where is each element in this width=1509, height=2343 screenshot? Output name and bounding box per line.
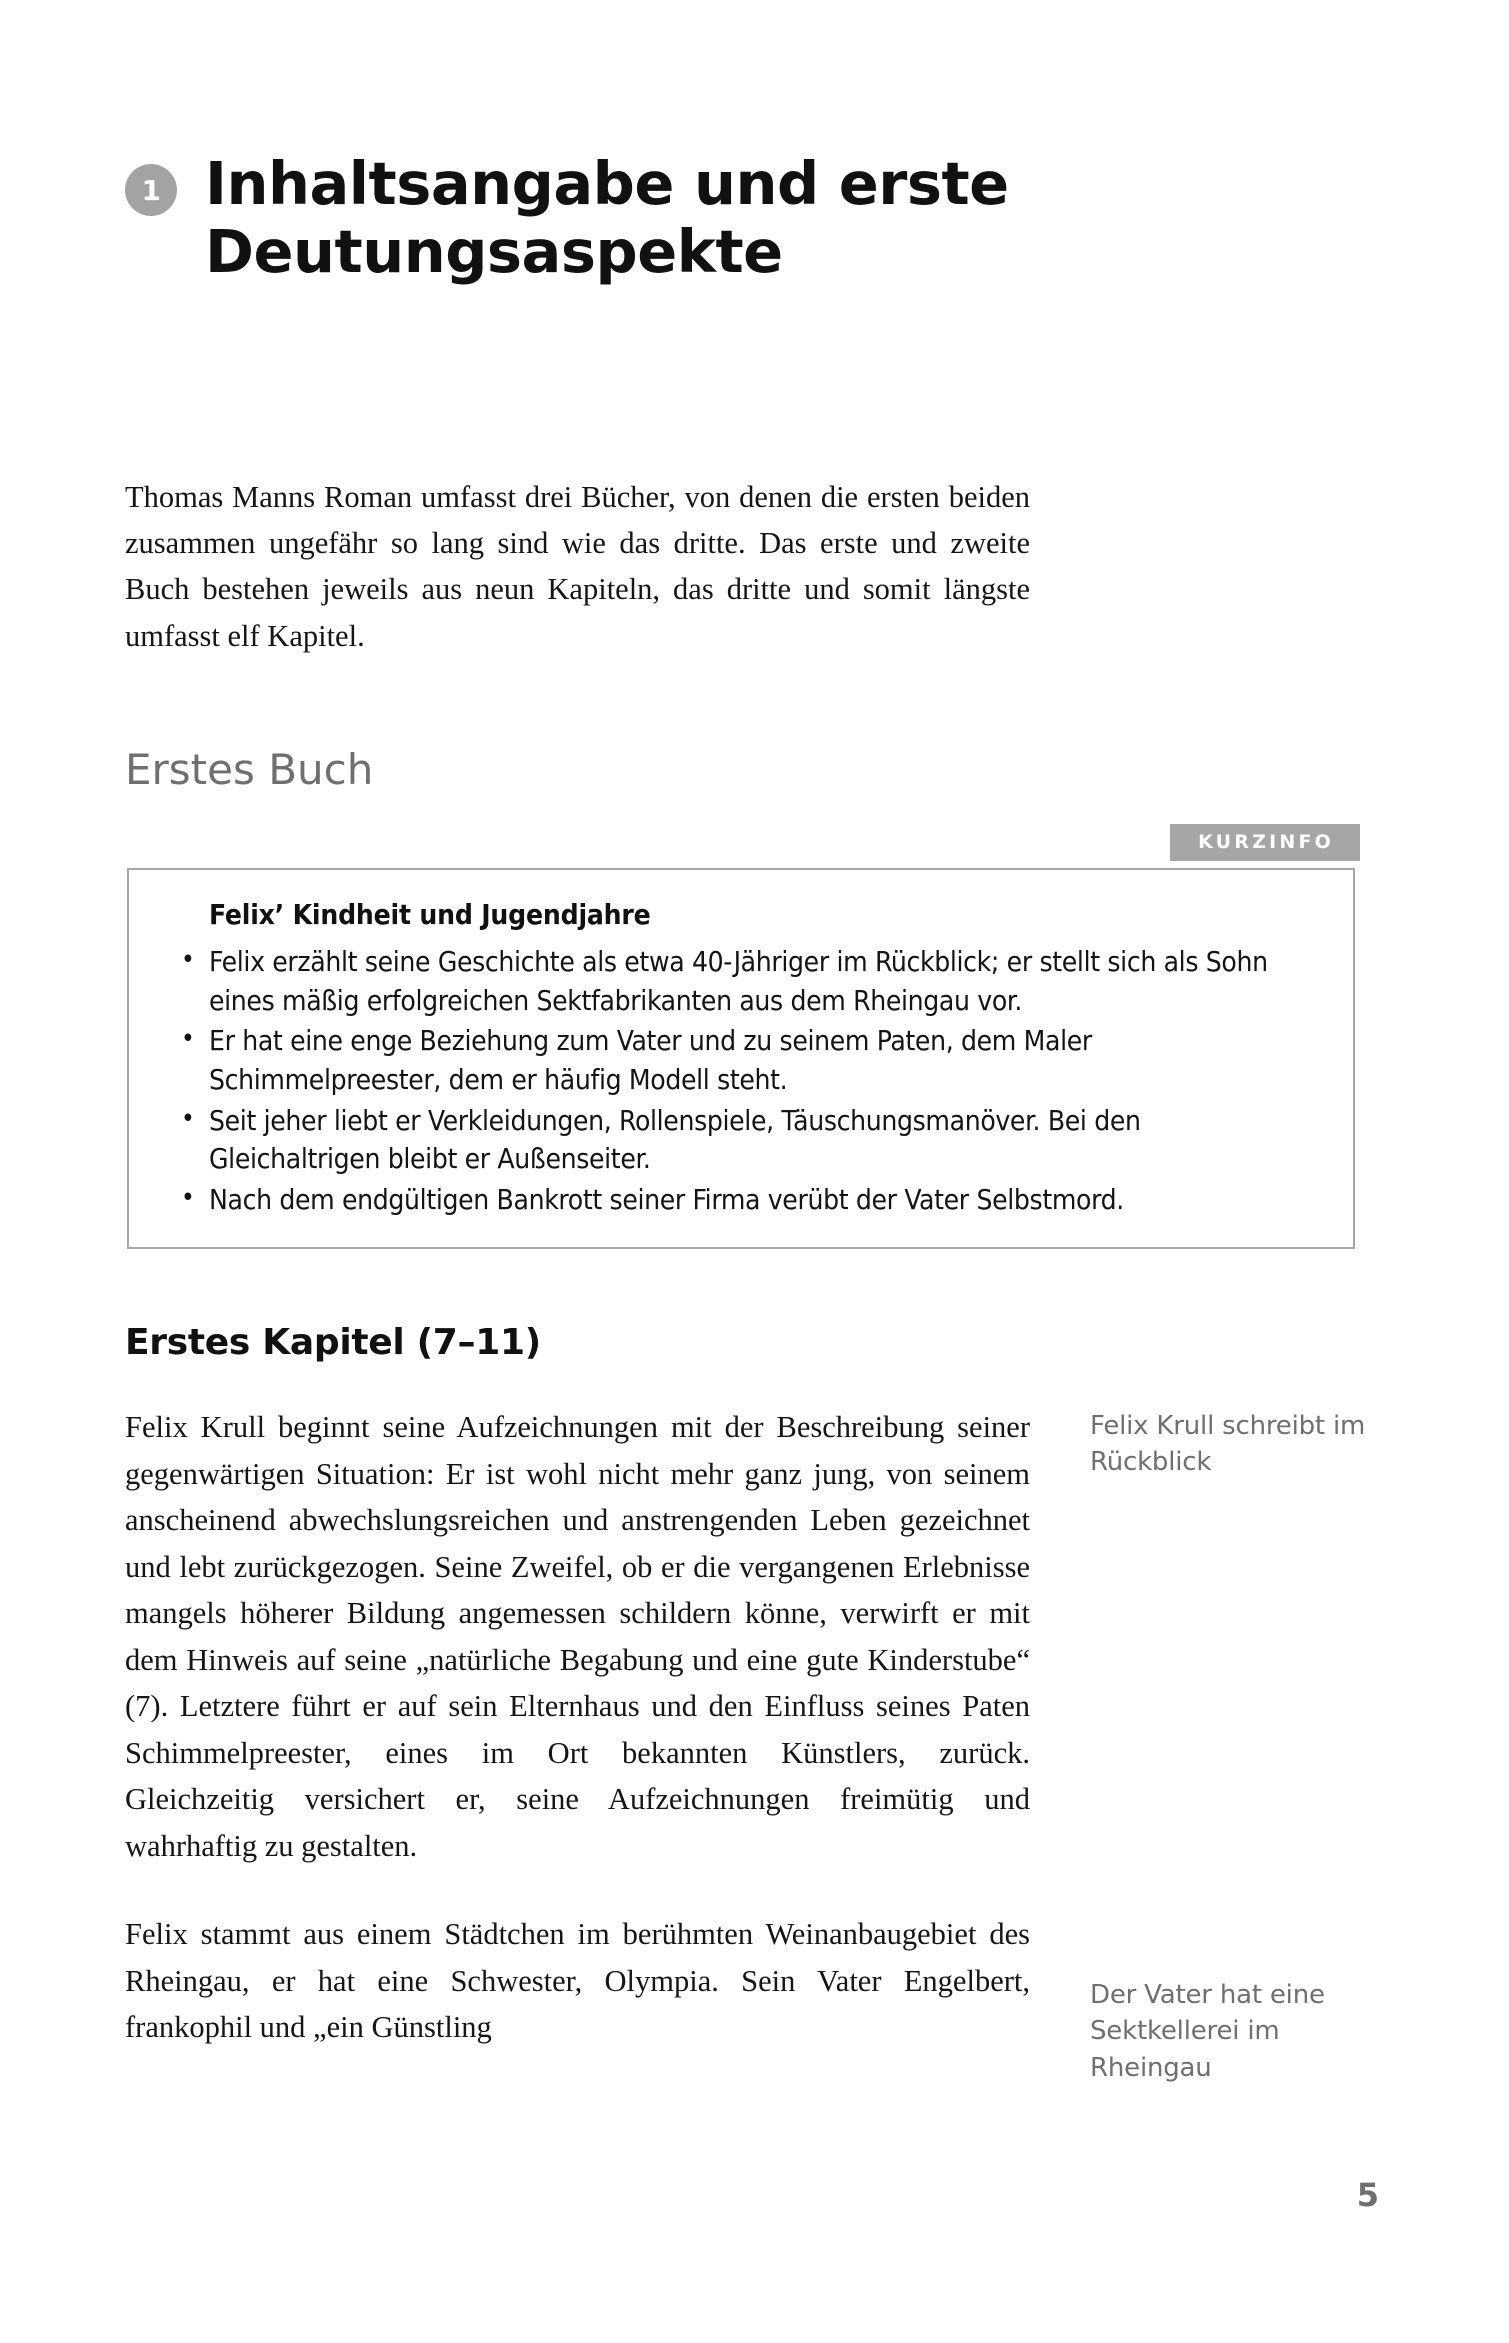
page-number: 5	[1356, 2176, 1379, 2214]
list-item	[163, 943, 1319, 1020]
chapter-heading	[125, 150, 1225, 287]
kurzinfo-tab-label: KURZINFO	[1170, 824, 1360, 861]
list-item-label: Er hat eine enge Beziehung zum Vater und zu seinem Paten, dem Maler Schimmelpreester, dem er häufig Modell steht.	[209, 1024, 1092, 1096]
subsection-heading: Erstes Kapitel (7–11)	[125, 1322, 541, 1363]
bullet-icon: •	[181, 1103, 195, 1134]
margin-note: Der Vater hat eine Sektkellerei im Rheingau	[1090, 1980, 1325, 2083]
body-paragraph: Felix Krull beginnt seine Aufzeichnungen mit der Beschreibung seiner gegenwärtigen Situation: Er ist wohl nicht mehr ganz jung, von seinem anscheinend abwechslungsreichen und anstrengenden Leben gezeichnet und lebt zurückgezogen. Seine Zweifel, ob er die vergangenen Erlebnisse mangels höherer Bildung angemessen schildern könne, verwirft er mit dem Hinweis auf seine „natürliche Begabung und eine gute Kinderstube“ (7). Letztere führt er auf sein Elternhaus und den Einfluss seines Paten Schimmelpreester, eines im Ort bekannten Künstlers, zurück. Gleichzeitig versichert er, seine Aufzeichnungen freimütig und wahrhaftig zu gestalten.	[125, 1410, 1030, 1863]
bullet-icon: •	[181, 1024, 195, 1055]
list-item-label: Seit jeher liebt er Verkleidungen, Rollenspiele, Täuschungsmanöver. Bei den Gleichaltrigen bleibt er Außenseiter.	[209, 1103, 1141, 1176]
chapter-number-badge: 1	[125, 164, 177, 216]
list-item-label: Felix erzählt seine Geschichte als etwa 40-Jähriger im Rückblick; er stellt sich als Sohn eines mäßig erfolgreichen Sektfabrikanten aus dem Rheingau vor.	[209, 945, 1268, 1017]
kurzinfo-box	[127, 868, 1355, 1249]
body-paragraph: Felix stammt aus einem Städtchen im berühmten Weinanbaugebiet des Rheingau, er hat eine Schwester, Olympia. Sein Vater Engelbert, frankophil und „ein Günstling	[125, 1917, 1030, 2044]
kurzinfo-list	[163, 943, 1319, 1219]
bullet-icon: •	[181, 1182, 195, 1213]
kurzinfo-title: Felix’ Kindheit und Jugendjahre	[209, 898, 651, 931]
list-item	[163, 1102, 1319, 1179]
list-item	[163, 1022, 1319, 1099]
page-title: Inhaltsangabe und erste Deutungsaspekte	[205, 149, 1009, 287]
list-item	[163, 1181, 1319, 1220]
intro-paragraph: Thomas Manns Roman umfasst drei Bücher, von denen die ersten beiden zusammen ungefähr so lang sind wie das dritte. Das erste und zweite Buch bestehen jeweils aus neun Kapiteln, das dritte und somit längste umfasst elf Kapitel.	[125, 479, 1030, 653]
section-heading: Erstes Buch	[125, 745, 374, 794]
body-text-column	[125, 1404, 1030, 2051]
margin-note: Felix Krull schreibt im Rückblick	[1090, 1411, 1366, 1478]
bullet-icon: •	[181, 945, 195, 975]
list-item-label: Nach dem endgültigen Bankrott seiner Firma verübt der Vater Selbstmord.	[209, 1182, 1124, 1216]
